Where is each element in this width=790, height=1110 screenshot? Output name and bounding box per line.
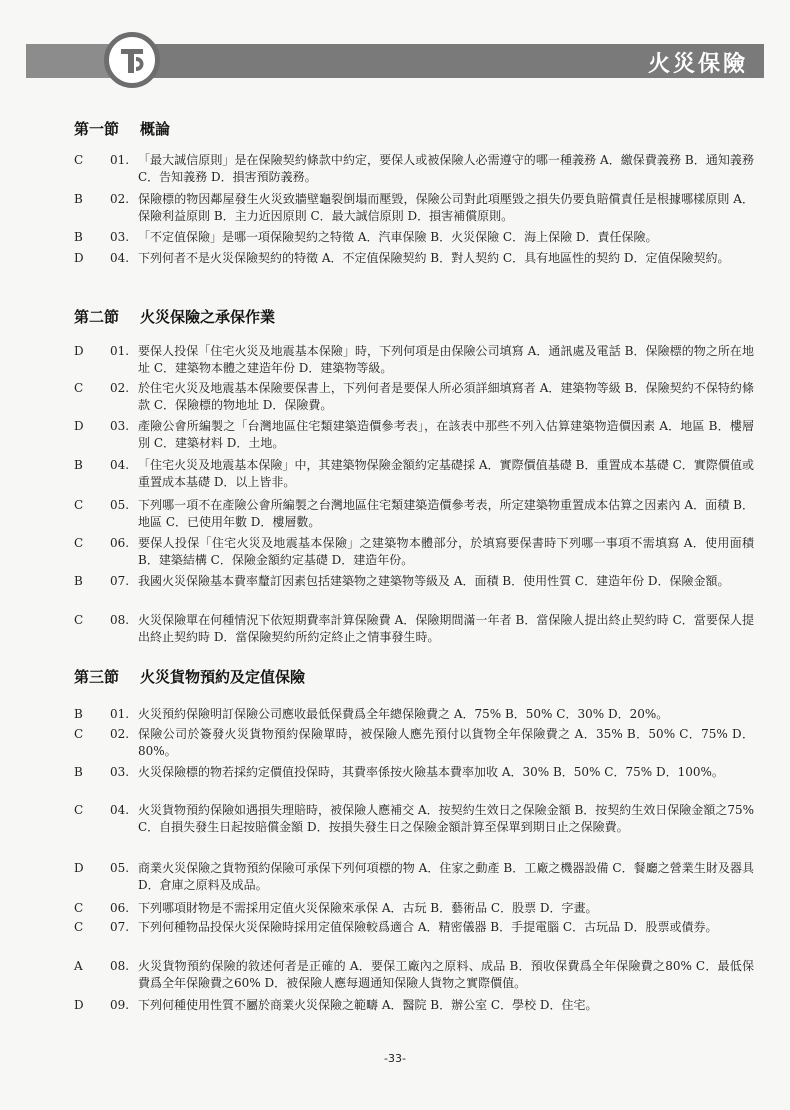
answer-key: A [74, 959, 83, 973]
answer-key: C [74, 536, 84, 550]
question-number: 03. [110, 230, 130, 244]
question-text: 火災保險單在何種情況下依短期費率計算保險費 A．保險期間滿一年者 B．當保險人提出終止契約時 C．當要保人提出終止契約時 D．當保險契約所約定終止之情事發生時。 [138, 613, 754, 644]
answer-key: C [74, 381, 84, 395]
answer-key: D [74, 998, 84, 1012]
logo-mark-icon [109, 37, 155, 83]
section-name: 火災貨物預約及定值保險 [140, 668, 306, 686]
answer-key: C [74, 901, 84, 915]
question-number: 09. [110, 998, 130, 1012]
answer-key: C [74, 613, 84, 627]
question-text: 我國火災保險基本費率釐訂因素包括建築物之建築物等級及 A．面積 B．使用性質 C．建造年份 D．保險金額。 [138, 574, 730, 588]
question-number: 08. [110, 959, 130, 973]
question-text: 要保人投保「住宅火災及地震基本保險」時，下列何項是由保險公司填寫 A．通訊處及電話 B．保險標的物之所在地址 C．建築物本體之建造年份 D．建築物等級。 [138, 344, 754, 375]
answer-key: D [74, 419, 84, 433]
section-label: 第三節 [74, 668, 120, 686]
question-number: 01. [110, 153, 130, 167]
section-label: 第一節 [74, 120, 120, 138]
question-text: 「不定值保險」是哪一項保險契約之特徵 A．汽車保險 B．火災保險 C．海上保險 D．責任保險。 [138, 230, 658, 244]
question-number: 01. [110, 344, 130, 358]
answer-key: C [74, 920, 84, 934]
question-number: 07. [110, 920, 130, 934]
section-name: 火災保險之承保作業 [140, 308, 276, 326]
question-text: 下列何者不是火災保險契約的特徵 A．不定值保險契約 B．對人契約 C．具有地區性的契約 D．定值保險契約。 [138, 251, 730, 265]
question-number: 05. [110, 498, 130, 512]
question-text: 火災貨物預約保險的敘述何者是正確的 A．要保工廠內之原料、成品 B．預收保費爲全年保險費之80% C．最低保費爲全年保險費之60% D．被保險人應每週通知保險人貨物之實際價值。 [138, 959, 754, 990]
answer-key: C [74, 803, 84, 817]
question-text: 商業火災保險之貨物預約保險可承保下列何項標的物 A．住家之動產 B．工廠之機器設備 C．餐廳之營業生財及器具 D．倉庫之原料及成品。 [138, 861, 754, 892]
question-text: 下列何種使用性質不屬於商業火災保險之範疇 A．醫院 B．辦公室 C．學校 D．住宅。 [138, 998, 598, 1012]
question-text: 要保人投保「住宅火災及地震基本保險」之建築物本體部分，於填寫要保書時下列哪一事項不需填寫 A．使用面積 B．建築結構 C．保險金額約定基礎 D．建造年份。 [138, 536, 754, 567]
question-text: 下列哪項財物是不需採用定值火災保險來承保 A．古玩 B．藝術品 C．股票 D．字畫。 [138, 901, 598, 915]
question-number: 04. [110, 251, 130, 265]
question-text: 火災貨物預約保險如遇損失理賠時，被保險人應補交 A．按契約生效日之保險金額 B．按契約生效日保險金額之75% C．自損失發生日起按賠償金額 D．按損失發生日之保險金額計算至保單到期日止之保險費。 [138, 803, 754, 834]
question-number: 06. [110, 901, 130, 915]
answer-key: B [74, 230, 83, 244]
section-title-1 [74, 118, 170, 139]
question-number: 03. [110, 765, 130, 779]
header-title: 火災保險 [647, 52, 748, 77]
question-number: 07. [110, 574, 130, 588]
page-number: -33- [384, 1052, 406, 1065]
question-number: 08. [110, 613, 130, 627]
section-name: 概論 [140, 120, 171, 138]
answer-key: C [74, 153, 84, 167]
question-text: 保險標的物因鄰屋發生火災致牆壁龜裂倒塌而壓毀，保險公司對此項壓毀之損失仍要負賠償責任是根據哪樣原則 A．保險利益原則 B．主力近因原則 C．最大誠信原則 D．損害補償原則。 [138, 192, 754, 223]
question-text: 下列何種物品投保火災保險時採用定值保險較爲適合 A．精密儀器 B．手提電腦 C．古玩品 D．股票或債券。 [138, 920, 718, 934]
question-text: 火災預約保險明訂保險公司應收最低保費爲全年總保險費之 A．75% B．50% C．30% D．20%。 [138, 707, 669, 721]
logo [104, 32, 160, 88]
question-number: 06. [110, 536, 130, 550]
question-text: 產險公會所編製之「台灣地區住宅類建築造價參考表」，在該表中那些不列入估算建築物造價因素 A．地區 B．樓層別 C．建築材料 D．土地。 [138, 419, 754, 450]
header-left-band [26, 44, 114, 78]
answer-key: B [74, 192, 83, 206]
answer-key: C [74, 498, 84, 512]
question-number: 04. [110, 803, 130, 817]
question-number: 02. [110, 192, 130, 206]
answer-key: D [74, 861, 84, 875]
question-number: 02. [110, 727, 130, 741]
answer-key: C [74, 727, 84, 741]
question-number: 04. [110, 458, 130, 472]
question-text: 保險公司於簽發火災貨物預約保險單時，被保險人應先預付以貨物全年保險費之 A．35% B．50% C．75% D．80%。 [138, 727, 754, 758]
question-text: 下列哪一項不在產險公會所編製之台灣地區住宅類建築造價參考表，所定建築物重置成本估算之因素內 A．面積 B．地區 C．已使用年數 D．樓層數。 [138, 498, 754, 529]
section-label: 第二節 [74, 308, 120, 326]
section-title-3 [74, 666, 305, 687]
question-text: 「最大誠信原則」是在保險契約條款中約定，要保人或被保險人必需遵守的哪一種義務 A．繳保費義務 B．通知義務 C．告知義務 D．損害預防義務。 [138, 153, 754, 184]
answer-key: B [74, 458, 83, 472]
question-number: 05. [110, 861, 130, 875]
question-number: 03. [110, 419, 130, 433]
answer-key: B [74, 574, 83, 588]
section-title-2 [74, 306, 275, 327]
answer-key: B [74, 765, 83, 779]
question-number: 02. [110, 381, 130, 395]
question-text: 於住宅火災及地震基本保險要保書上，下列何者是要保人所必須詳細填寫者 A．建築物等級 B．保險契約不保特約條款 C．保險標的物地址 D．保險費。 [138, 381, 754, 412]
question-text: 「住宅火災及地震基本保險」中，其建築物保險金額約定基礎採 A．實際價值基礎 B．重置成本基礎 C．實際價值或重置成本基礎 D．以上皆非。 [138, 458, 754, 489]
answer-key: B [74, 707, 83, 721]
answer-key: D [74, 251, 84, 265]
question-text: 火災保險標的物若採約定價值投保時，其費率係按火險基本費率加收 A．30% B．50% C．75% D．100%。 [138, 765, 724, 779]
answer-key: D [74, 344, 84, 358]
question-number: 01. [110, 707, 130, 721]
